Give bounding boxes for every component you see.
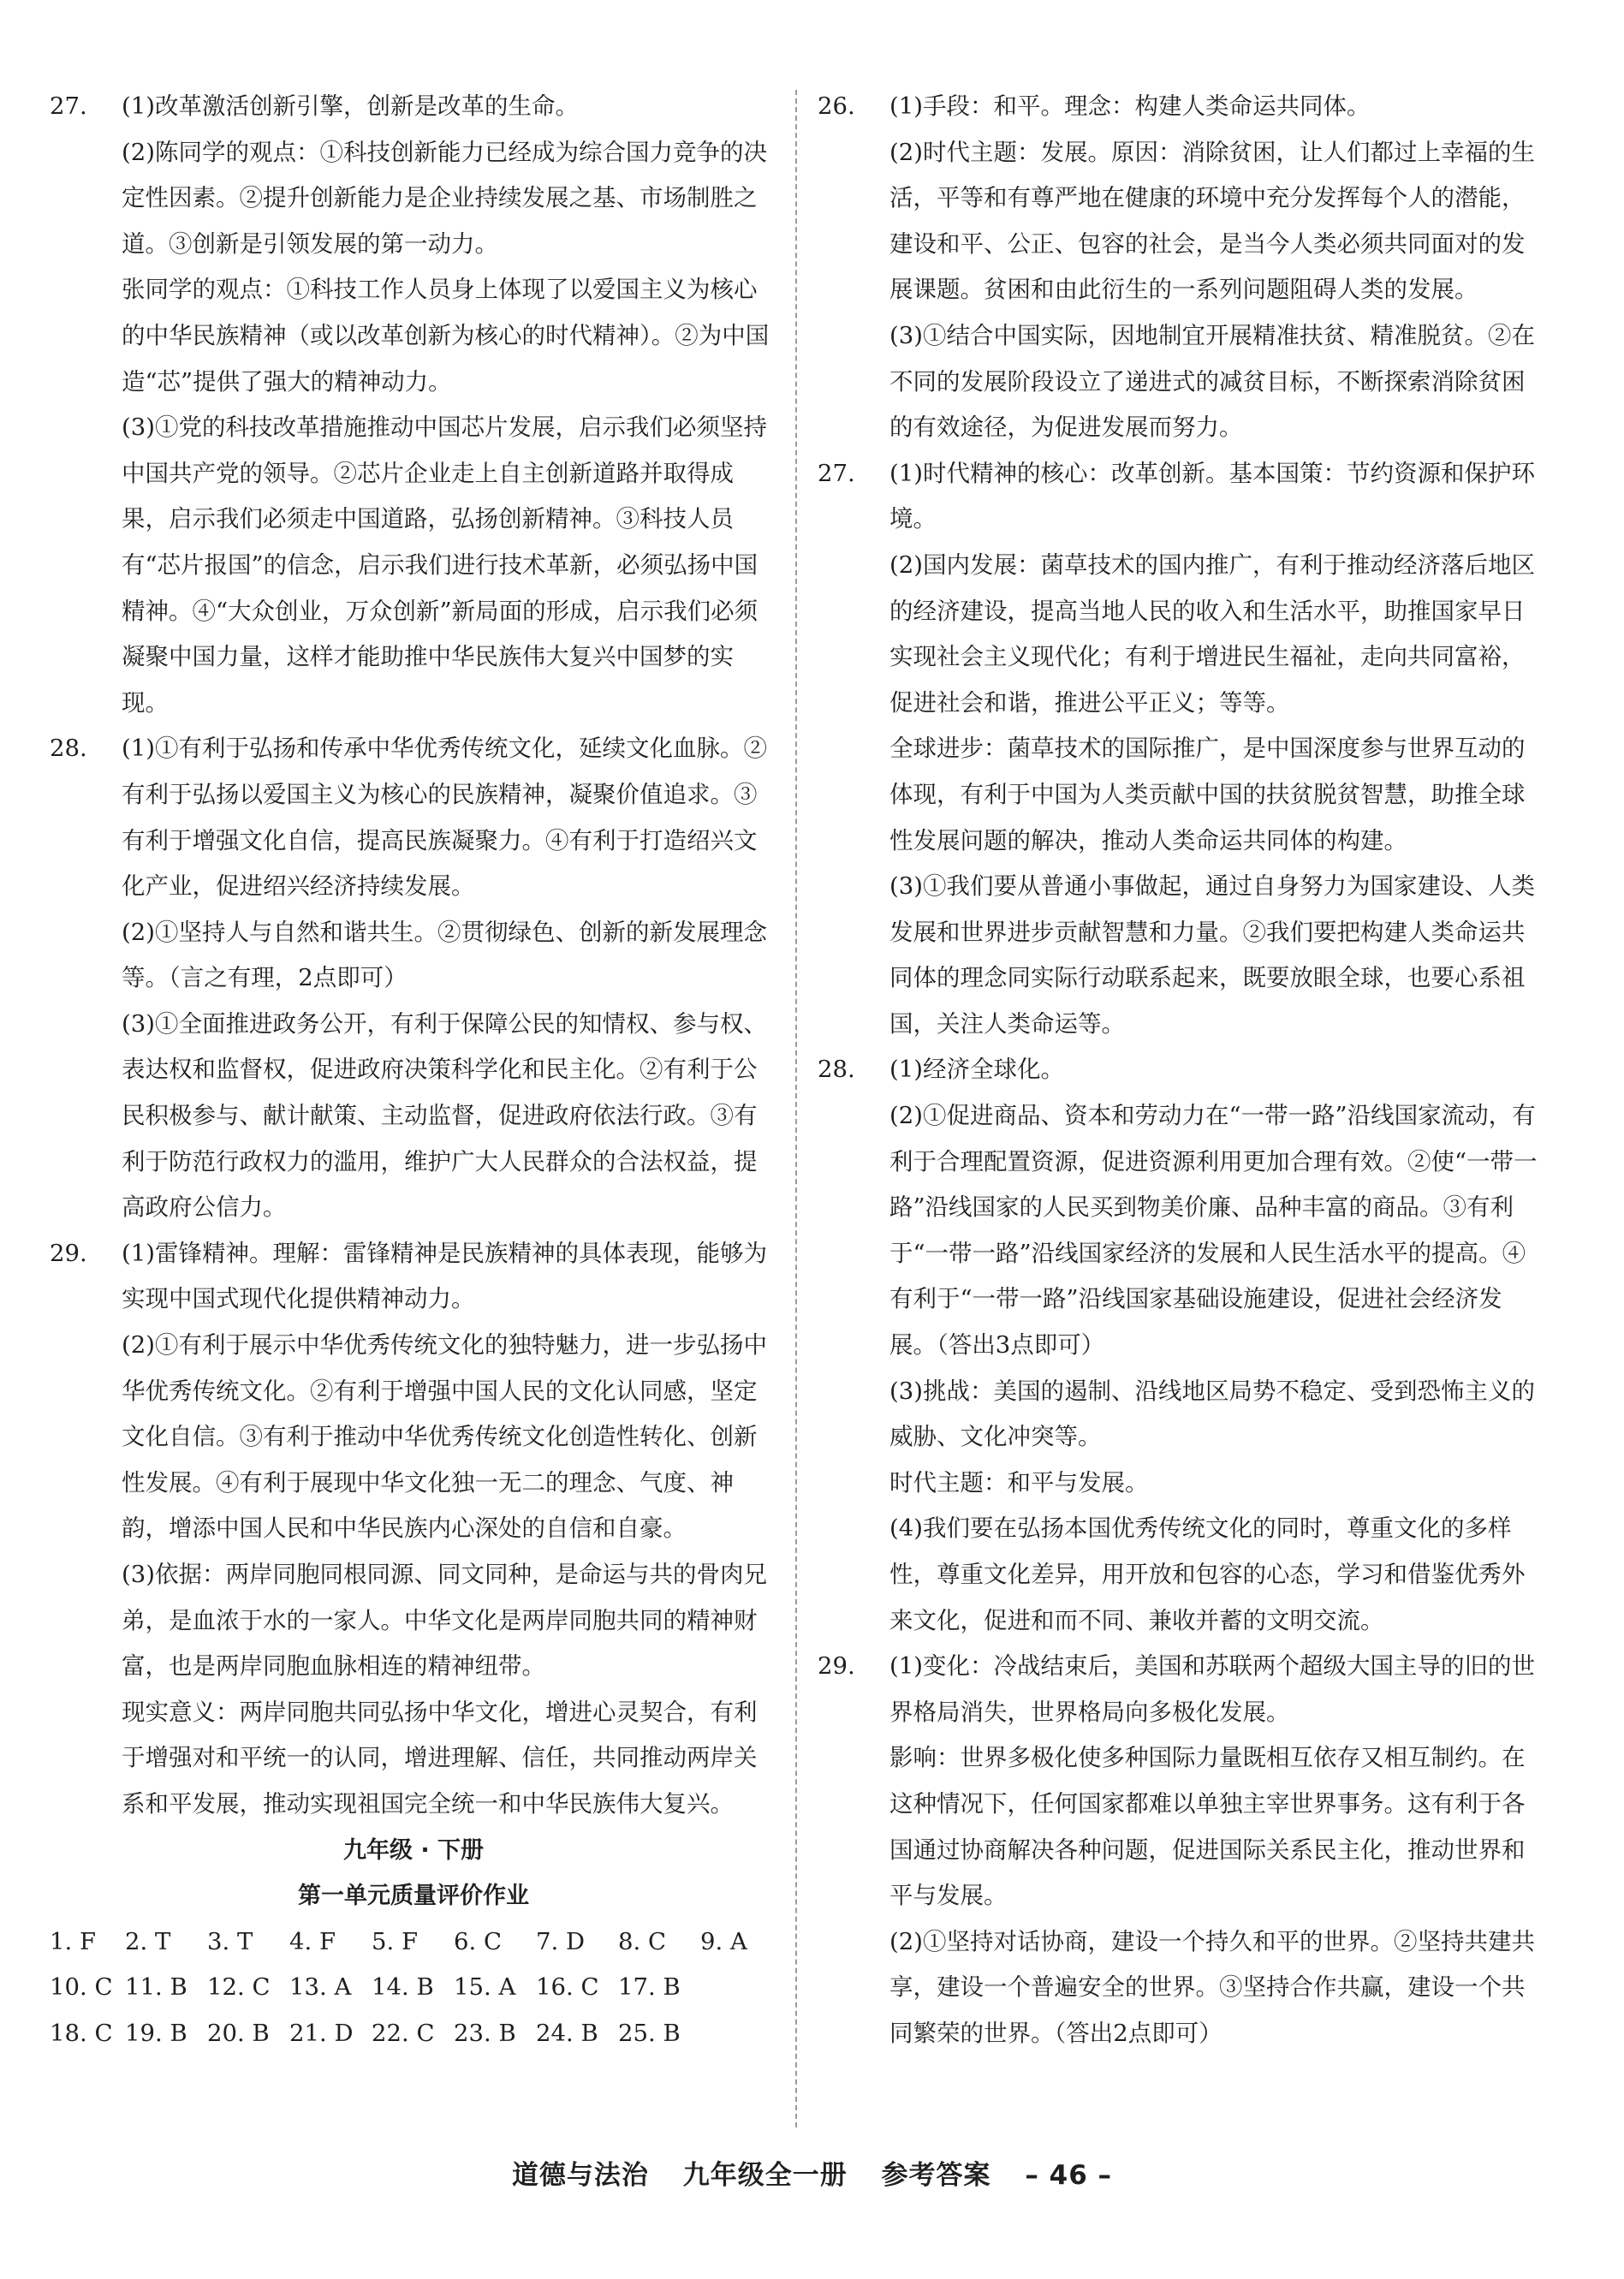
page-number: – 46 – [1025, 2160, 1113, 2191]
mc-answer: 5. F [372, 1927, 419, 1955]
right-column [818, 84, 1545, 2057]
footer-label: 参考答案 [881, 2160, 991, 2191]
mc-answer: 19. B [125, 2019, 187, 2047]
answer-left-29 [50, 1231, 777, 1828]
mc-answer: 1. F [50, 1927, 97, 1955]
answer-line: 现实意义：两岸同胞共同弘扬中华文化，增进心灵契合，有利于增强对和平统一的认同，增进理解、信任，共同推动两岸关系和平发展，推动实现祖国完全统一和中华民族伟大复兴。 [122, 1698, 758, 1818]
answer-line: (1)时代精神的核心：改革创新。基本国策：节约资源和保护环境。 [889, 459, 1535, 533]
mc-answer: 20. B [207, 2019, 270, 2047]
answer-line: (2)陈同学的观点：①科技创新能力已经成为综合国力竞争的决定性因素。②提升创新能力是企业持续发展之基、市场制胜之道。③创新是引领发展的第一动力。 [122, 138, 767, 258]
section-title: 九年级 · 下册 [342, 1836, 485, 1864]
mc-row [50, 1965, 777, 2011]
mc-answer: 13. A [289, 1973, 352, 2002]
question-number: 27. [818, 459, 855, 487]
mc-answer: 3. T [207, 1927, 253, 1955]
mc-answer: 10. C [50, 1973, 113, 2002]
mc-answer: 22. C [372, 2019, 435, 2047]
answer-line: (1)改革激活创新引擎，创新是改革的生命。 [122, 92, 579, 120]
left-column [50, 84, 777, 2057]
question-number: 29. [50, 1239, 87, 1267]
answer-line: 时代主题：和平与发展。 [889, 1468, 1149, 1497]
answer-line: 影响：世界多极化使多种国际力量既相互依存又相互制约。在这种情况下，任何国家都难以单独主宰世界事务。这有利于各国通过协商解决各种问题，促进国际关系民主化，推动世界和平与发展。 [889, 1744, 1526, 1910]
answer-line: 张同学的观点：①科技工作人员身上体现了以爱国主义为核心的中华民族精神（或以改革创新为核心的时代精神）。②为中国造“芯”提供了强大的精神动力。 [122, 276, 770, 396]
answer-line: 全球进步：菌草技术的国际推广，是中国深度参与世界互动的体现，有利于中国为人类贡献中国的扶贫脱贫智慧，助推全球性发展问题的解决，推动人类命运共同体的构建。 [889, 735, 1526, 854]
footer-subject: 道德与法治 [511, 2160, 649, 2191]
multiple-choice-answers [50, 1919, 777, 2057]
mc-answer: 12. C [207, 1973, 271, 2002]
mc-answer: 23. B [454, 2019, 516, 2047]
answer-line: (2)①坚持对话协商，建设一个持久和平的世界。②坚持共建共享，建设一个普遍安全的世界。③坚持合作共赢，建设一个共同繁荣的世界。（答出2点即可） [889, 1927, 1535, 2047]
answer-line: (2)国内发展：菌草技术的国内推广，有利于推动经济落后地区的经济建设，提高当地人民的收入和生活水平，助推国家早日实现社会主义现代化；有利于增进民生福祉，走向共同富裕，促进社会和谐，推进公平正义；等等。 [889, 550, 1535, 717]
answer-line: (1)①有利于弘扬和传承中华优秀传统文化，延续文化血脉。②有利于弘扬以爱国主义为核心的民族精神，凝聚价值追求。③有利于增强文化自信，提高民族凝聚力。④有利于打造绍兴文化产业，促进绍兴经济持续发展。 [122, 735, 767, 901]
answer-right-27 [818, 451, 1545, 1048]
answer-line: (2)①坚持人与自然和谐共生。②贯彻绿色、创新的新发展理念等。（言之有理，2点即可） [122, 918, 767, 992]
question-number: 28. [50, 735, 87, 763]
answer-line: (3)①全面推进政务公开，有利于保障公民的知情权、参与权、表达权和监督权，促进政府决策科学化和民主化。②有利于公民积极参与、献计献策、主动监督，促进政府依法行政。③有利于防范行政权力的滥用，维护广大人民群众的合法权益，提高政府公信力。 [122, 1009, 767, 1222]
answer-line: (2)时代主题：发展。原因：消除贫困，让人们都过上幸福的生活，平等和有尊严地在健康的环境中充分发挥每个人的潜能，建设和平、公正、包容的社会，是当今人类必须共同面对的发展课题。贫困和由此衍生的一系列问题阻碍人类的发展。 [889, 138, 1535, 304]
answer-line: (1)变化：冷战结束后，美国和苏联两个超级大国主导的旧的世界格局消失，世界格局向多极化发展。 [889, 1652, 1535, 1726]
answer-line: (2)①促进商品、资本和劳动力在“一带一路”沿线国家流动，有利于合理配置资源，促进资源利用更加合理有效。②使“一带一路”沿线国家的人民买到物美价廉、品种丰富的商品。③有利于“一带一路”沿线国家经济的发展和人民生活水平的提高。④有利于“一带一路”沿线国家基础设施建设，促进社会经济发展。（答出3点即可） [889, 1102, 1538, 1360]
mc-answer: 16. C [536, 1973, 599, 2002]
footer-grade: 九年级全一册 [682, 2160, 848, 2191]
mc-answer: 7. D [536, 1927, 586, 1955]
answer-line: (4)我们要在弘扬本国优秀传统文化的同时，尊重文化的多样性，尊重文化差异，用开放和包容的心态，学习和借鉴优秀外来文化，促进和而不同、兼收并蓄的文明交流。 [889, 1514, 1526, 1634]
unit-title: 第一单元质量评价作业 [298, 1883, 529, 1910]
answer-line: (3)依据：两岸同胞同根同源、同文同种，是命运与共的骨肉兄弟，是血浓于水的一家人。中华文化是两岸同胞共同的精神财富，也是两岸同胞血脉相连的精神纽带。 [122, 1561, 767, 1681]
answer-line: (3)挑战：美国的遏制、沿线地区局势不稳定、受到恐怖主义的威胁、文化冲突等。 [889, 1377, 1535, 1451]
answer-right-28 [818, 1047, 1545, 1644]
column-divider [795, 90, 797, 2127]
mc-answer: 21. D [289, 2019, 354, 2047]
question-number: 29. [818, 1652, 855, 1681]
mc-answer: 8. C [618, 1927, 667, 1955]
mc-row [50, 2011, 777, 2057]
answer-left-28 [50, 726, 777, 1231]
question-number: 28. [818, 1056, 855, 1084]
mc-answer: 2. T [125, 1927, 171, 1955]
mc-row [50, 1919, 777, 1966]
answer-right-29 [818, 1644, 1545, 2056]
answer-line: (1)手段：和平。理念：构建人类命运共同体。 [889, 92, 1371, 120]
mc-answer: 11. B [125, 1973, 187, 2002]
question-number: 26. [818, 92, 855, 120]
answer-line: (3)①我们要从普通小事做起，通过自身努力为国家建设、人类发展和世界进步贡献智慧和力量。②我们要把构建人类命运共同体的理念同实际行动联系起来，既要放眼全球，也要心系祖国，关注人类命运等。 [889, 872, 1535, 1038]
answer-line: (3)①党的科技改革措施推动中国芯片发展，启示我们必须坚持中国共产党的领导。②芯片企业走上自主创新道路并取得成果，启示我们必须走中国道路，弘扬创新精神。③科技人员有“芯片报国”的信念，启示我们进行技术革新，必须弘扬中国精神。④“大众创业，万众创新”新局面的形成，启示我们必须凝聚中国力量，这样才能助推中华民族伟大复兴中国梦的实现。 [122, 414, 767, 717]
mc-answer: 25. B [618, 2019, 681, 2047]
mc-answer: 18. C [50, 2019, 113, 2047]
mc-answer: 15. A [454, 1973, 516, 2002]
answer-line: (2)①有利于展示中华优秀传统文化的独特魅力，进一步弘扬中华优秀传统文化。②有利于增强中国人民的文化认同感，坚定文化自信。③有利于推动中华优秀传统文化创造性转化、创新性发展。④有利于展现中华文化独一无二的理念、气度、神韵，增添中国人民和中华民族内心深处的自信和自豪。 [122, 1331, 767, 1543]
mc-answer: 6. C [454, 1927, 503, 1955]
mc-answer: 14. B [372, 1973, 434, 2002]
page-footer [0, 2153, 1624, 2192]
answer-right-26 [818, 84, 1545, 451]
question-number: 27. [50, 92, 87, 120]
mc-answer: 24. B [536, 2019, 598, 2047]
answer-line: (3)①结合中国实际，因地制宜开展精准扶贫、精准脱贫。②在不同的发展阶段设立了递进式的减贫目标，不断探索消除贫困的有效途径，为促进发展而努力。 [889, 321, 1535, 442]
answer-left-27 [50, 84, 777, 726]
answer-line: (1)雷锋精神。理解：雷锋精神是民族精神的具体表现，能够为实现中国式现代化提供精神动力。 [122, 1239, 767, 1313]
mc-answer: 4. F [289, 1927, 336, 1955]
mc-answer: 17. B [618, 1973, 681, 2002]
mc-answer: 9. A [700, 1927, 747, 1955]
answer-line: (1)经济全球化。 [889, 1056, 1064, 1084]
